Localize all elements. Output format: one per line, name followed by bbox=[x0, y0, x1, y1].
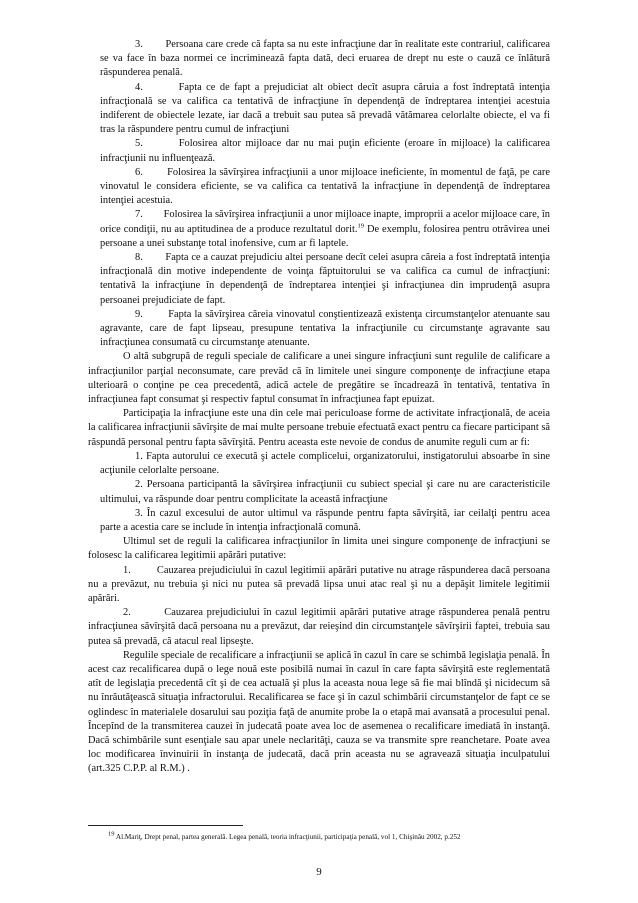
footnote-ref: 19 bbox=[357, 222, 364, 230]
paragraph: 3. În cazul excesului de autor ultimul va răspunde pentru fapta săvîrşită, iar ceilalţi pentru acea parte a acestia care se include în intenţia infracţională comună. bbox=[100, 507, 550, 533]
footnote-text: Al.Mariţ, Drept penal, partea generală. Legea penală, teoria infracţiunii, participaţia penală, vol 1, Chişinău 2002, p.252 bbox=[114, 833, 461, 841]
paragraph: 3. Persoana care crede că fapta sa nu este infracţiune dar în realitate este contrariul, calificarea se va face în baza normei ce incriminează fapta dată, deci eruarea de drept nu este o cauză ce înlătură răspunderea penală. bbox=[100, 39, 550, 79]
paragraph: 2. Persoana participantă la săvîrşirea infracţiunii cu subiect special şi care nu are caracteristicile ultimului, va răspunde doar pentru complicitate la această infracţiune bbox=[100, 479, 550, 505]
document-body bbox=[88, 38, 550, 777]
paragraph: 4. Fapta ce de fapt a prejudiciat alt obiect decît asupra căruia a fost îndreptată intenţia infracţională se va califica ca tentativă de infracţiune în dependenţă de îndreptarea intenţiei acestuia indiferent de obiectele lezate, iar dacă a trebuit sau putea să prevadă vătămarea celorlalte obiecte, el va fi tras la răspundere pentru cumul de infracţiuni bbox=[100, 81, 550, 136]
paragraph-text: 7. Folosirea la săvîrşirea infracţiunii a unor mijloace inapte, improprii a acelor mijloace care, în orice condiţii, nu au aptitudinea de a produce rezultatul dorit. bbox=[100, 209, 550, 235]
paragraph: 1. Fapta autorului ce execută şi actele complicelui, organizatorului, instigatorului absoarbe în sine acţiunile celorlalte persoane. bbox=[100, 450, 550, 477]
paragraph: 1. Cauzarea prejudiciului în cazul legitimii apărări putative nu atrage răspunderea dacă persoana nu a prevăzut, nu trebuia şi nici nu putea să prevadă lipsa unui atac real şi nu a depăşit limitele legitimii apărări. bbox=[88, 564, 550, 604]
footnote-number: 19 bbox=[108, 830, 115, 838]
paragraph-text-tail: De exemplu, folosirea pentru otrăvirea unei persoane a unei substanţe total inofensive, cum ar fi laptele. bbox=[100, 223, 550, 249]
paragraph: 2. Cauzarea prejudiciului în cazul legitimii apărări putative atrage răspunderea penală pentru infracţiunea săvîrşită dacă persoana nu a prevăzut, dar reieşind din circumstanţele săvîrşirii faptei, trebuia sau putea să prevadă, că atacul real lipseşte. bbox=[88, 607, 550, 647]
paragraph: 5. Folosirea altor mijloace dar nu mai puţin eficiente (eroare în mijloace) la calificarea infracţiunii nu influenţează. bbox=[100, 138, 550, 164]
paragraph: Ultimul set de reguli la calificarea infracţiunilor în limita unei singure componenţe de infracţiuni se folosesc la calificarea legitimii apărări putative: bbox=[88, 536, 550, 562]
paragraph: 9. Fapta la săvîrşirea căreia vinovatul conştientizează existenţa circumstanţelor atenuante sau agravante, care de fapt lipseau, presupune tentativa la infracţiunile cu circumstanţe agravante sau infracţiunea consumată cu circumstanţe atenuante. bbox=[100, 308, 550, 349]
paragraph: 8. Fapta ce a cauzat prejudiciu altei persoane decît celei asupra căreia a fost îndreptată intenţia infracţională din motive independente de voinţa făptuitorului se va califica ca cumul de infracţiuni: tentativă la infracţiune în dependenţă de îndreptarea intenţiei şi infracţiunea din imprudenţă asupra persoanei prejudiciate de fapt. bbox=[100, 252, 550, 306]
footnote bbox=[108, 830, 548, 842]
paragraph: Regulile speciale de recalificare a infracţiunii se aplică în cazul în care se schimbă legislaţia penală. În acest caz recalificarea după o lege nouă este posibilă numai în cazul în care fapta săvîrşită este reglementată atît de legislaţia precedentă cît şi de cea actuală şi plus la aceasta noua lege să fie mai blîndă şi nicidecum să nu înrăutăţească situaţia infractorului. Recalificarea se face şi în cazul schimbării circumstanţelor de fapt ce se oglindesc în materialele dosarului sau poziţia faţă de anumite probe la o etapă mai avansată a procesului penal. Începînd de la transmiterea cauzei în judecată poate avea loc de asemenea o recalificare imediată în instanţă. Dacă schimbările sunt esenţiale sau apar unele neclarităţi, cauza se va transmite spre reanchetare. Poate avea loc modificarea învinuirii în instanţa de judecată, dacă prin aceasta nu se agravează situaţia inculpatului (art.325 C.P.P. al R.M.) . bbox=[88, 649, 550, 775]
paragraph: O altă subgrupă de reguli speciale de calificare a unei singure infracţiuni sunt regulile de calificare a infracţiunilor parţial neconsumate, care prevăd că în limitele unei singure componenţe de infracţiune etapa ulterioară o conţine pe cea precedentă, adică actele de pregătire se încadrează în tentativă, tentativa în infracţiunea fapt consumat şi respectiv faptul consumat în infracţiunea fapt epuizat. bbox=[88, 351, 550, 406]
paragraph: Participaţia la infracţiune este una din cele mai periculoase forme de activitate infracţională, de aceia la calificarea infracţiunii săvîrşite de mai multe persoane trebuie efectuată exact pentru ca fiecare participant să răspundă personal pentru fapta săvîrşită. Pentru aceasta este nevoie de condus de anumite reguli cum ar fi: bbox=[88, 408, 550, 448]
paragraph bbox=[88, 208, 550, 251]
footnote-separator bbox=[88, 825, 243, 826]
paragraph: 6. Folosirea la săvîrşirea infracţiunii a unor mijloace ineficiente, în momentul de faţă, pe care vinovatul le considera eficiente, se va califica ca tentativă la infracţiune în dependenţă de îndreptarea intenţiei acestuia. bbox=[100, 166, 550, 207]
page-number: 9 bbox=[316, 866, 322, 878]
